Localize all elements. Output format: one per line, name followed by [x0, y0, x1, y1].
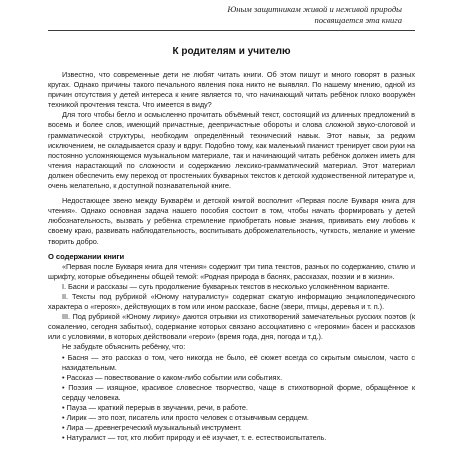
subheading-content: О содержании книги: [48, 251, 125, 261]
section-title: К родителям и учителю: [172, 46, 291, 57]
definition-lyre: • Лира — древнегреческий музыкальный инструмент.: [62, 423, 242, 433]
dedication: [142, 4, 402, 25]
page-body: [48, 70, 415, 443]
definition-lyricist: • Лирик — это поэт, писатель или просто человек с отзывчивым сердцем.: [62, 413, 309, 423]
intro-paragraph: [48, 70, 415, 110]
definition-naturalist: • Натуралист — тот, кто любит природу и её изучает, т. е. естествоиспытатель.: [62, 433, 327, 443]
paragraph-text: Известно, что современные дети не любят читать книги. Об этом пишут и много говорят в разных кругах. Однако причины такого печального явления пока никто не выявлял. По нашему мнению, одной из причин отсутствия у детей интереса к книге является то, что начинающий читать ребёнок плохо вооружён техникой прочтения текста. Что имеется в виду?: [48, 70, 415, 110]
paragraph-explain: Не забудьте объяснить ребёнку, что:: [62, 342, 186, 352]
dedication-line-1: Юным защитникам живой и неживой природы: [227, 4, 402, 14]
paragraph-goal: Недостающее звено между Букварём и детской книгой восполнит «Первая после Букваря книга для чтения». Однако основная задача нашего пособия состоит в том, чтобы начать формировать у детей любознательность, вызвать у ребёнка стремление приобретать новые знания, прививать ему любовь к своему краю, развивать наблюдательность, воспитывать доброжелательность, чуткость, желание и умение творить добро.: [48, 196, 415, 246]
paragraph-types: «Первая после Букваря книга для чтения» содержит три типа текстов, разных по содержанию, стилю и шрифту, которые объединены общей темой: «Родная природа в баснях, рассказах, поэзии и в жизни».: [48, 261, 415, 281]
definition-fable: • Басня — это рассказ о том, чего никогда не было, её сюжет всегда со скрытым смыслом, часто с назидательным.: [62, 352, 415, 372]
paragraph-skill: Для того чтобы бегло и осмысленно прочитать объёмный текст, состоящий из длинных предложений в восемь и более слов, имеющий причастные, деепричастные обороты и слова сложной звуко-слоговой и грамматической структуры, необходим определённый технический навык. Этот навык, за редким исключением, не складывается сразу и вдруг. Подобно тому, как маленький пианист тренирует свои руки на постоянно усложняющемся музыкальном материале, так и начинающий читать ребёнок должен иметь для чтения нарастающий по сложности и содержанию лексико-грамматический материал. Этот материал должен обеспечить ему переход от простеньких букварных текстов к детской художественной литературе и, очень желательно, к доступной познавательной книге.: [48, 110, 415, 191]
paragraph-part-3: III. Под рубрикой «Юному лирику» даются отрывки из стихотворений замечательных русских поэтов (к сожалению, сегодня забытых), содержание которых связано ассоциативно с «героями» басен и рассказов или с условиями, в которых действовали «герои» (время года, дня, погода и т.д.).: [48, 312, 415, 342]
paragraph-part-2: II. Тексты под рубрикой «Юному натуралисту» содержат сжатую информацию энциклопедического характера о «героях», действующих в том или ином рассказе, басне (звери, птицы, деревья и т. п.).: [48, 291, 415, 312]
definition-story: • Рассказ — повествование о каком-либо событии или событиях.: [62, 372, 283, 382]
header-rule: [48, 30, 415, 31]
definition-pause: • Пауза — краткий перерыв в звучании, речи, в работе.: [62, 403, 248, 412]
paragraph-part-1: I. Басни и рассказы — суть продолжение букварных текстов в несколько усложнённом варианте.: [62, 281, 390, 291]
dedication-line-2: посвящается эта книга: [314, 14, 402, 25]
definition-poetry: • Поэзия — изящное, красивое словесное творчество, чаще в стихотворной форме, обращённое к сердцу человека.: [62, 382, 415, 402]
